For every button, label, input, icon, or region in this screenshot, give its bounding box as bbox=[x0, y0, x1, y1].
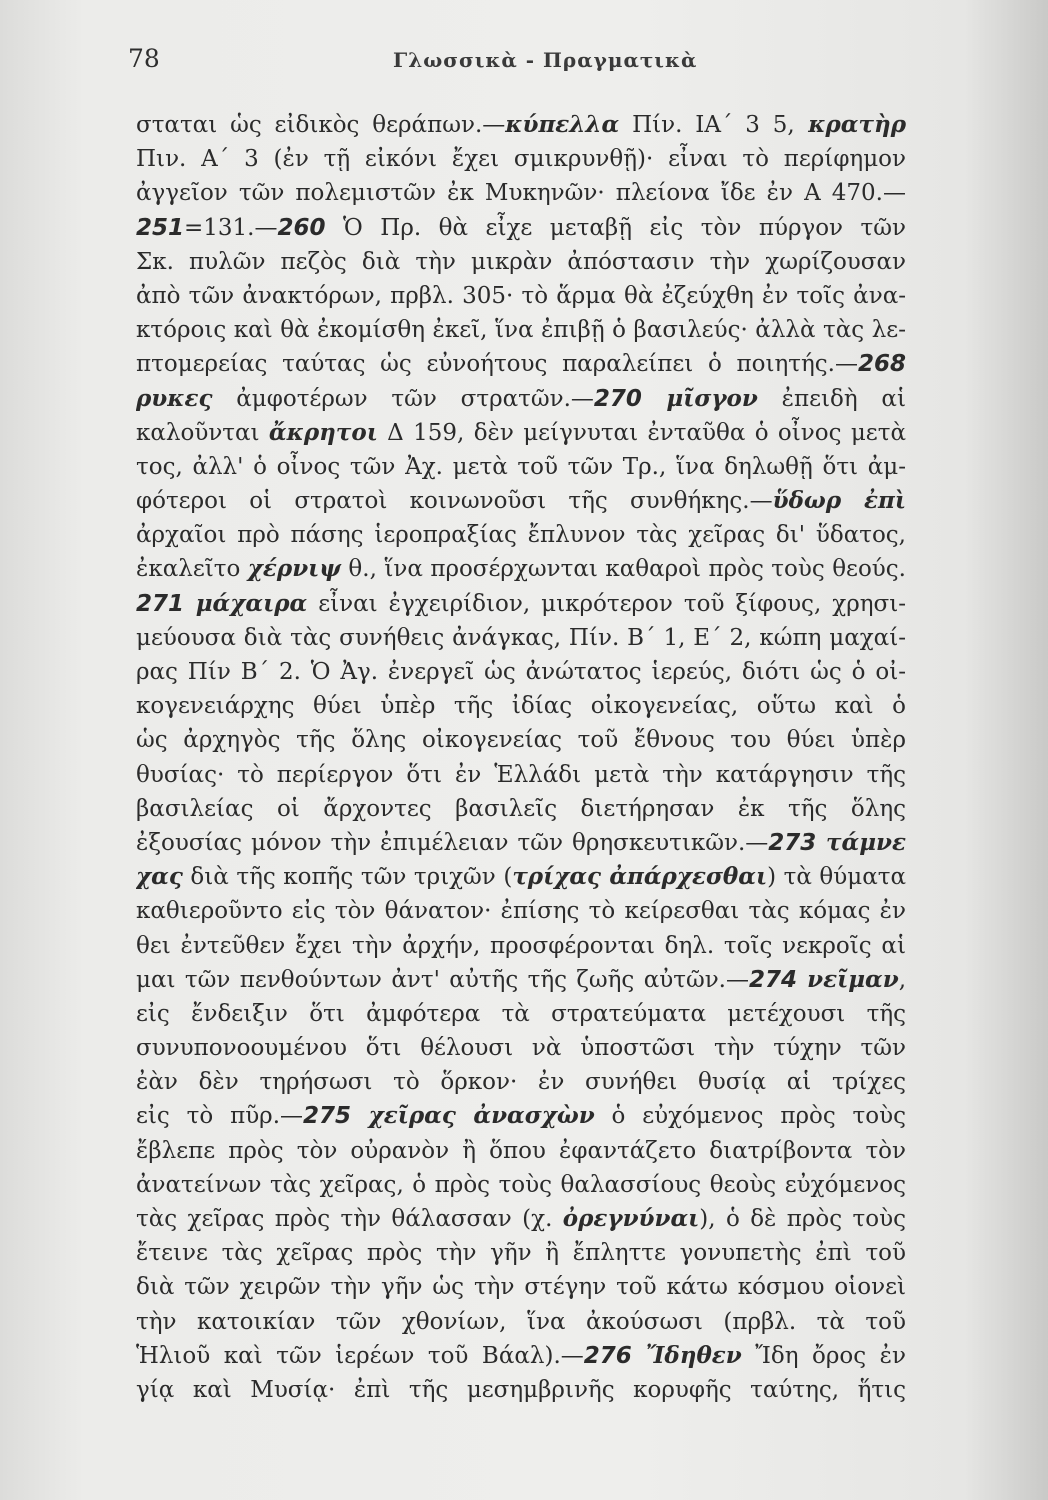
text-segment: καθιεροῦντο εἰς τὸν θάνατον· ἐπίσης τὸ κείρεσθαι τὰς κόμας ἐν bbox=[136, 898, 906, 925]
text-segment: ἀμφοτέρων τῶν στρατῶν.— bbox=[212, 385, 594, 412]
text-line bbox=[136, 1065, 906, 1099]
text-segment: εἰς τὸ πῦρ.— bbox=[136, 1103, 304, 1130]
text-segment: τὰς χεῖρας πρὸς τὴν θάλασσαν (χ. bbox=[136, 1206, 563, 1232]
text-segment: θυσίας· τὸ περίεργον ὅτι ἐν Ἑλλάδι μετὰ τὴν κατάργησιν τῆς bbox=[136, 761, 906, 788]
lemma: χεῖρας ἀνασχὼν bbox=[351, 1102, 595, 1130]
commentary-text bbox=[136, 108, 906, 1407]
text-segment: Δ 159, δὲν μείγνυται ἐνταῦθα ὁ οἶνος μετὰ bbox=[387, 419, 906, 446]
text-line bbox=[136, 108, 906, 142]
verse-number: 260 bbox=[277, 214, 326, 241]
text-segment: γίᾳ καὶ Μυσίᾳ· ἐπὶ τῆς μεσημβρινῆς κορυφῆς ταύτης, ἥτις bbox=[136, 1376, 906, 1403]
lemma: χας bbox=[136, 863, 183, 891]
verse-number: 275 bbox=[303, 1103, 352, 1130]
text-line bbox=[136, 792, 906, 826]
verse-number: 270 bbox=[593, 385, 642, 412]
lemma: νεῖμαν bbox=[797, 965, 899, 993]
lemma: τρίχας bbox=[512, 863, 602, 891]
text-segment: θει ἐντεῦθεν ἔχει τὴν ἀρχήν, προσφέρονται δηλ. τοῖς νεκροῖς αἱ bbox=[136, 932, 906, 959]
text-segment: Πιν. Α΄ 3 (ἐν τῇ εἰκόνι ἔχει σμικρυνθῇ)· εἶναι τὸ περίφημον bbox=[136, 146, 906, 173]
text-segment: εἰς ἔνδειξιν ὅτι ἀμφότερα τὰ στρατεύματα μετέχουσι τῆς bbox=[136, 1000, 906, 1027]
lemma: κρατὴρ bbox=[794, 111, 906, 138]
text-segment: ἔβλεπε πρὸς τὸν οὐρανὸν ἢ ὅπου ἐφαντάζετο διατρίβοντα τὸν bbox=[136, 1137, 906, 1164]
text-line bbox=[136, 211, 906, 245]
text-line bbox=[136, 621, 906, 655]
text-segment: Ἡλιοῦ καὶ τῶν ἱερέων τοῦ Βάαλ).— bbox=[136, 1342, 584, 1369]
text-line bbox=[136, 1236, 906, 1270]
text-segment: εἶναι ἐγχειρίδιον, μικρότερον τοῦ ξίφους, χρησι- bbox=[307, 590, 906, 617]
text-segment: ἔτεινε τὰς χεῖρας πρὸς τὴν γῆν ἢ ἔπληττε γονυπετὴς ἐπὶ τοῦ bbox=[136, 1240, 906, 1267]
text-segment: Πίν. ΙΑ΄ 3 5, bbox=[619, 112, 795, 138]
text-segment: ) τὰ θύματα bbox=[767, 864, 906, 891]
text-line bbox=[136, 723, 906, 757]
text-line bbox=[136, 587, 906, 621]
text-segment: ἀγγεῖον τῶν πολεμιστῶν ἐκ Μυκηνῶν· πλείονα ἴδε ἐν Α 470.— bbox=[136, 180, 906, 207]
verse-number: 268 bbox=[857, 351, 906, 378]
text-segment: Ἴδη ὄρος ἐν bbox=[755, 1342, 906, 1369]
text-segment: φότεροι οἱ στρατοὶ κοινωνοῦσι τῆς συνθήκης.— bbox=[136, 488, 773, 515]
running-title: Γλωσσικὰ - Πραγματικὰ bbox=[393, 48, 698, 72]
text-line bbox=[136, 655, 906, 689]
text-segment: κογενειάρχης θύει ὑπὲρ τῆς ἰδίας οἰκογενείας, οὕτω καὶ ὁ bbox=[136, 693, 906, 720]
text-segment: μαι τῶν πενθούντων ἀντ' αὐτῆς τῆς ζωῆς αὐτῶν.— bbox=[136, 966, 749, 993]
text-line bbox=[136, 1373, 906, 1407]
text-line bbox=[136, 929, 906, 963]
verse-number: 271 bbox=[136, 590, 185, 617]
text-line bbox=[136, 1031, 906, 1065]
italic-term: ὀρεγνύναι bbox=[562, 1205, 700, 1232]
text-segment: καλοῦνται bbox=[136, 419, 269, 446]
text-line bbox=[136, 894, 906, 928]
text-segment: =131.— bbox=[184, 214, 278, 241]
text-segment: ἐὰν δὲν τηρήσωσι τὸ ὅρκον· ἐν συνήθει θυσίᾳ αἱ τρίχες bbox=[136, 1069, 906, 1096]
verse-number: 251 bbox=[136, 214, 185, 241]
text-segment: διὰ τῆς κοπῆς τῶν τριχῶν ( bbox=[182, 864, 513, 891]
text-line bbox=[136, 1270, 906, 1304]
lemma: ὕδωρ ἐπὶ bbox=[772, 487, 906, 515]
text-segment: μεύουσα διὰ τὰς συνήθεις ἀνάγκας, Πίν. Β΄ 1, Ε΄ 2, κώπη μαχαί- bbox=[136, 624, 906, 651]
text-line bbox=[136, 518, 906, 552]
text-segment: ὡς ἀρχηγὸς τῆς ὅλης οἰκογενείας τοῦ ἔθνους του θύει ὑπὲρ bbox=[136, 727, 906, 754]
lemma: τάμνε bbox=[826, 828, 906, 856]
text-segment: διὰ τῶν χειρῶν τὴν γῆν ὡς τὴν στέγην τοῦ κάτω κόσμου οἱονεὶ bbox=[136, 1274, 906, 1301]
text-line bbox=[136, 450, 906, 484]
text-segment: ἐκαλεῖτο bbox=[136, 556, 248, 583]
text-segment: Σκ. πυλῶν πεζὸς διὰ τὴν μικρὰν ἀπόστασιν τὴν χωρίζουσαν bbox=[136, 248, 906, 275]
text-segment: ἐπειδὴ αἱ bbox=[781, 385, 906, 412]
text-segment: συνυπονοουμένου ὅτι θέλουσι νὰ ὑποστῶσι τὴν τύχην τῶν bbox=[136, 1035, 906, 1062]
text-line bbox=[136, 142, 906, 176]
text-segment: σταται ὡς εἰδικὸς θεράπων.— bbox=[136, 112, 506, 138]
text-line bbox=[136, 758, 906, 792]
text-line bbox=[136, 245, 906, 279]
text-segment: θ., ἵνα προσέρχωνται καθαροὶ πρὸς τοὺς θεούς. bbox=[348, 556, 906, 583]
italic-term: ἀπάρχεσθαι bbox=[601, 863, 768, 891]
lemma: Ἴδηθεν bbox=[631, 1341, 742, 1369]
text-segment: ἀνατείνων τὰς χεῖρας, ὁ πρὸς τοὺς θαλασσίους θεοὺς εὐχόμενος bbox=[136, 1171, 906, 1198]
text-line bbox=[136, 860, 906, 894]
page-header bbox=[128, 44, 928, 84]
text-line bbox=[136, 484, 906, 518]
text-line bbox=[136, 963, 906, 997]
text-line bbox=[136, 1339, 906, 1373]
lemma: μῖσγον bbox=[641, 384, 758, 412]
italic-term: χέρνιψ bbox=[247, 555, 341, 583]
verse-number: 274 bbox=[749, 966, 798, 993]
lemma: ἄκρητοι bbox=[268, 418, 378, 446]
text-line bbox=[136, 1305, 906, 1339]
text-segment: ), ὁ δὲ πρὸς τοὺς bbox=[699, 1206, 906, 1232]
text-segment: τος, ἀλλ' ὁ οἶνος τῶν Ἀχ. μετὰ τοῦ τῶν Τρ., ἵνα δηλωθῇ ὅτι ἀμ- bbox=[136, 453, 906, 480]
text-segment: ἀρχαῖοι πρὸ πάσης ἱεροπραξίας ἔπλυνον τὰς χεῖρας δι' ὕδατος, bbox=[136, 522, 906, 549]
text-segment: ρας Πίν Β΄ 2. Ὁ Ἀγ. ἐνεργεῖ ὡς ἀνώτατος ἱερεύς, διότι ὡς ὁ οἰ- bbox=[136, 659, 906, 685]
text-line bbox=[136, 1099, 906, 1133]
text-segment: βασιλείας οἱ ἄρχοντες βασιλεῖς διετήρησαν ἐκ τῆς ὅλης bbox=[136, 795, 906, 822]
text-segment: πτομερείας ταύτας ὡς εὐνοήτους παραλείπει ὁ ποιητής.— bbox=[136, 351, 858, 378]
verse-number: 273 bbox=[768, 829, 817, 856]
text-line bbox=[136, 1134, 906, 1168]
text-segment: ἀπὸ τῶν ἀνακτόρων, πρβλ. 305· τὸ ἅρμα θὰ ἐζεύχθη ἐν τοῖς ἀνα- bbox=[136, 282, 906, 309]
text-line bbox=[136, 382, 906, 416]
text-line bbox=[136, 279, 906, 313]
text-line bbox=[136, 347, 906, 381]
verse-number: 276 bbox=[583, 1342, 632, 1369]
text-line bbox=[136, 313, 906, 347]
text-line bbox=[136, 1168, 906, 1202]
lemma: ρυκες bbox=[136, 384, 213, 412]
lemma: μάχαιρα bbox=[184, 589, 308, 617]
text-line bbox=[136, 176, 906, 210]
text-line bbox=[136, 997, 906, 1031]
text-line bbox=[136, 1202, 906, 1236]
text-segment: κτόροις καὶ θὰ ἐκομίσθη ἐκεῖ, ἵνα ἐπιβῇ ὁ βασιλεύς· ἀλλὰ τὰς λε- bbox=[136, 317, 906, 344]
text-line bbox=[136, 552, 906, 586]
text-segment: τὴν κατοικίαν τῶν χθονίων, ἵνα ἀκούσωσι (πρβλ. τὰ τοῦ bbox=[136, 1308, 906, 1335]
lemma: κύπελλα bbox=[505, 111, 620, 138]
text-line bbox=[136, 689, 906, 723]
page-number: 78 bbox=[128, 44, 160, 73]
text-segment: ὁ εὐχόμενος πρὸς τοὺς bbox=[611, 1103, 906, 1130]
text-line bbox=[136, 826, 906, 860]
text-segment: Ὁ Πρ. θὰ εἶχε μεταβῇ εἰς τὸν πύργον τῶν bbox=[325, 214, 906, 241]
text-segment: ἐξουσίας μόνον τὴν ἐπιμέλειαν τῶν θρησκευτικῶν.— bbox=[136, 829, 769, 856]
text-segment: , bbox=[898, 966, 906, 993]
text-line bbox=[136, 416, 906, 450]
